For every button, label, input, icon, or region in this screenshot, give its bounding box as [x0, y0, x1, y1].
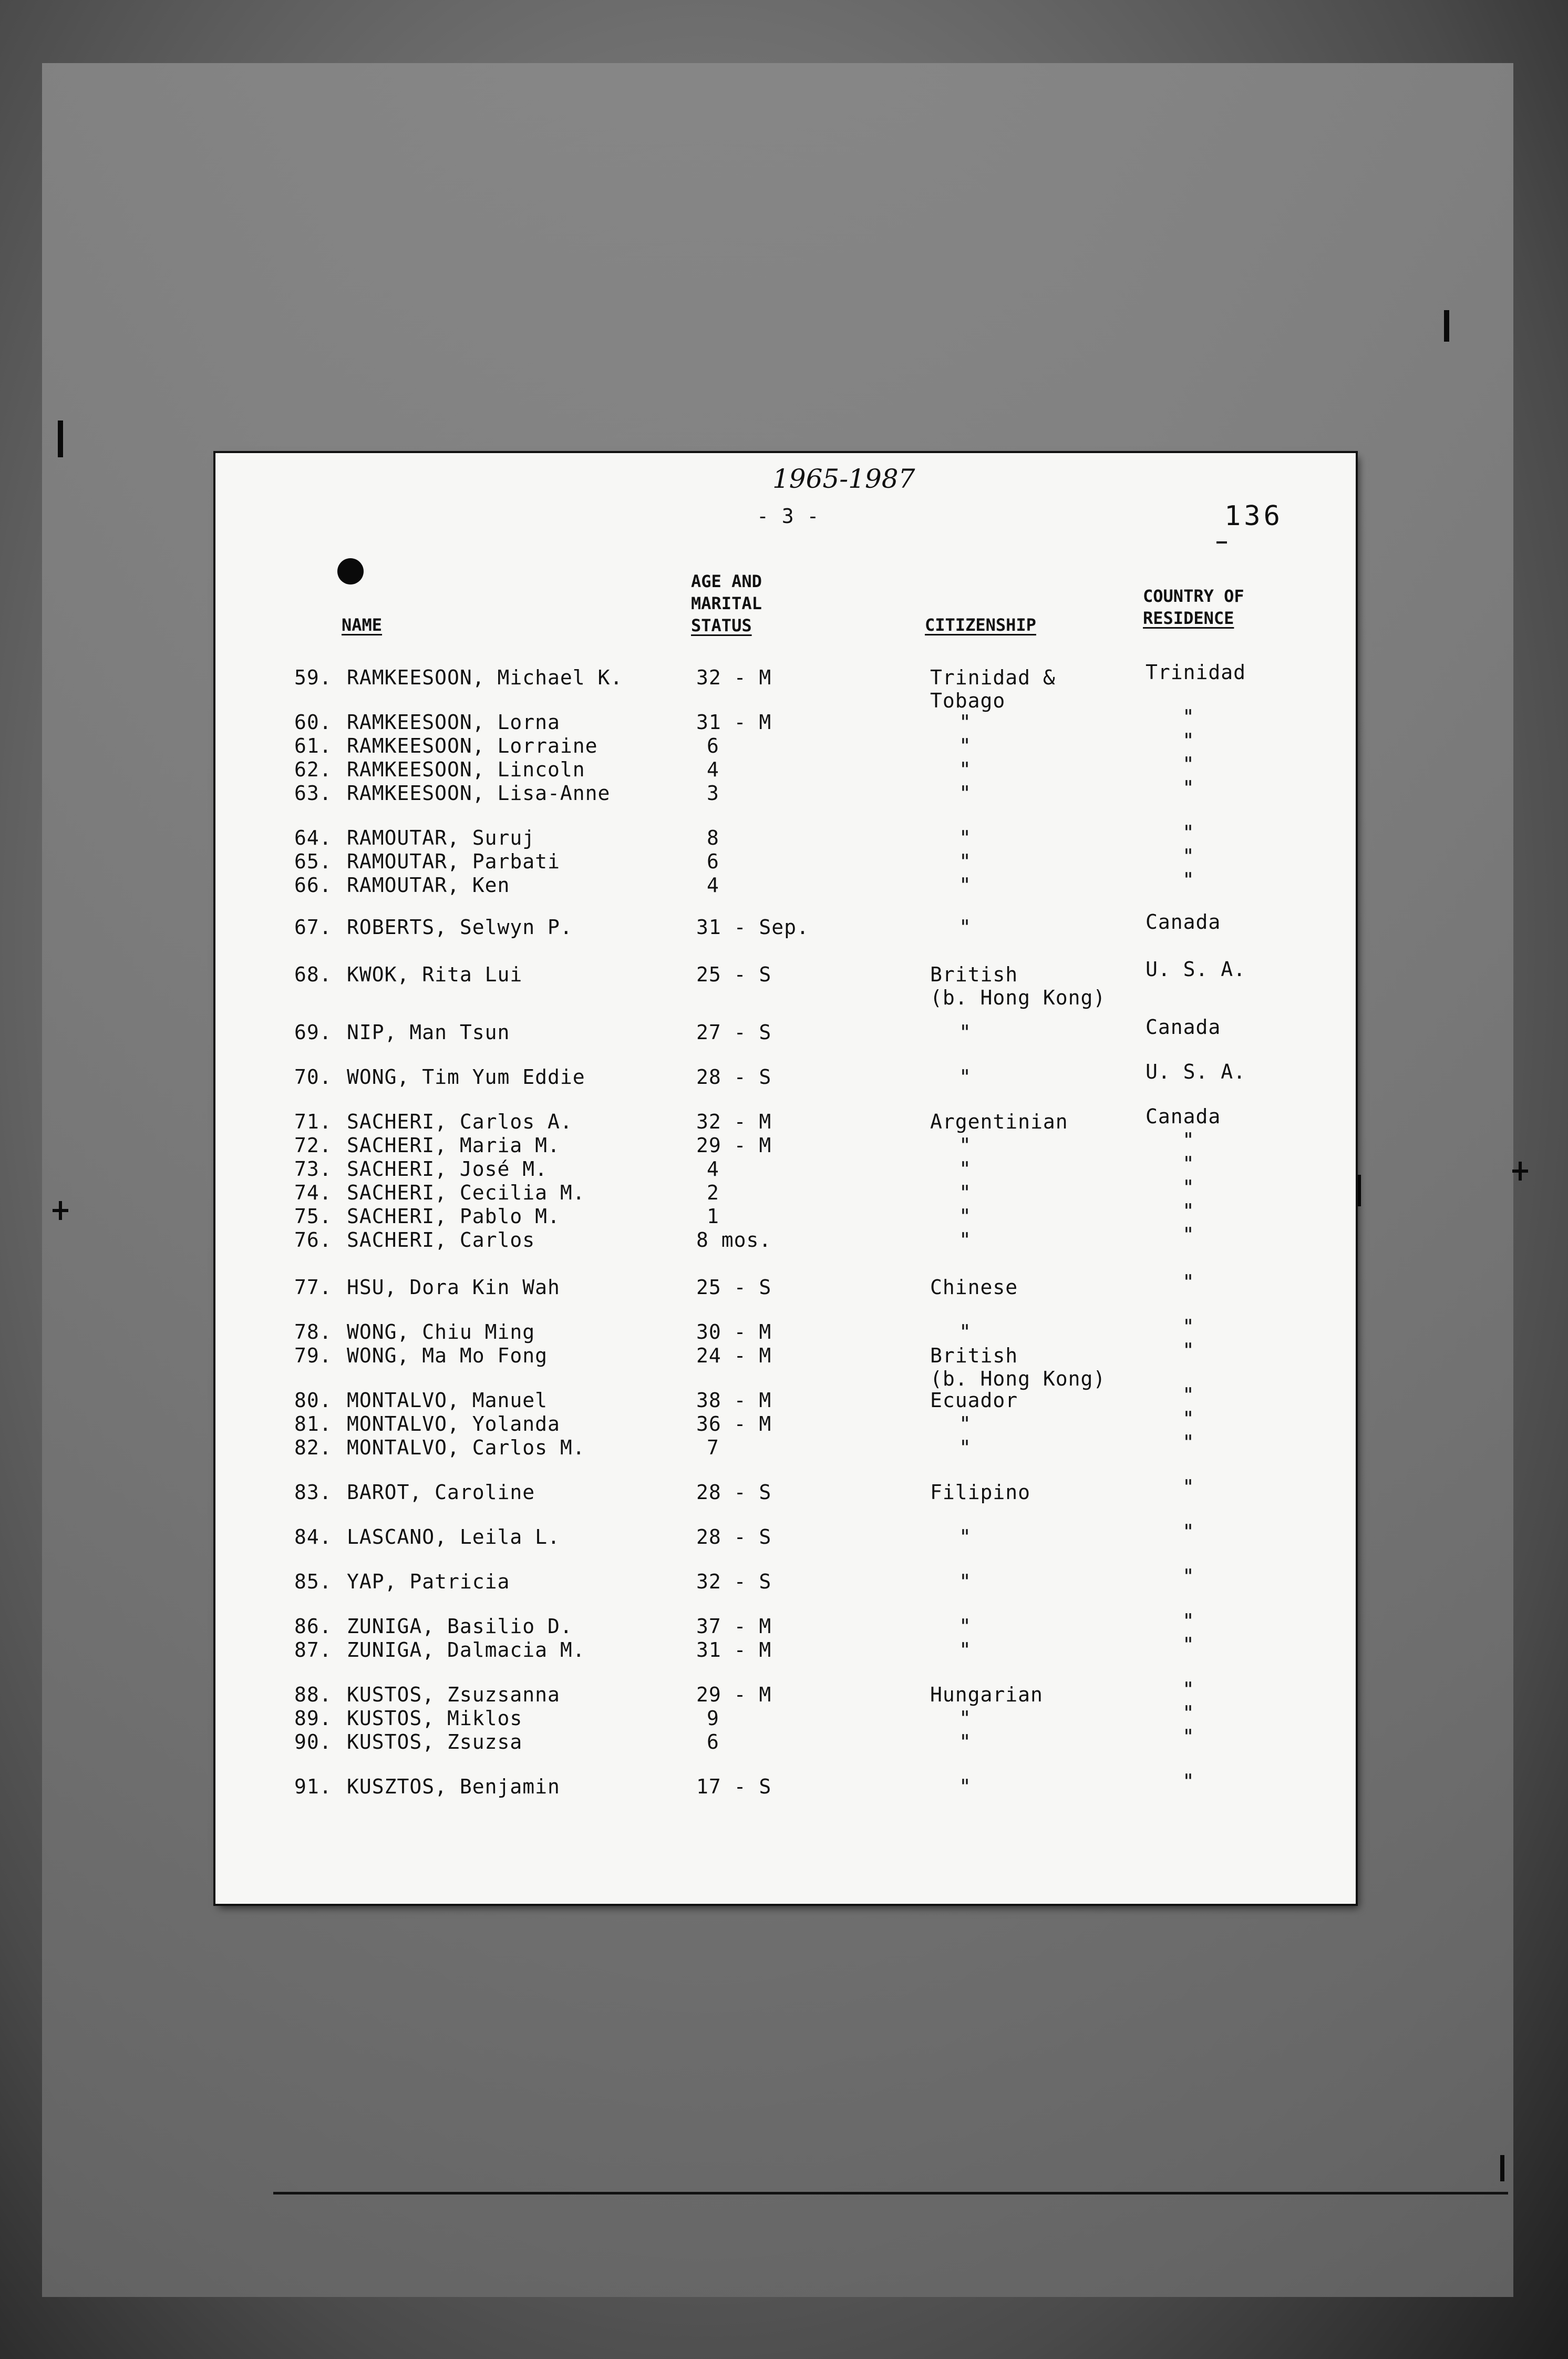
entry-age-status: 4 [707, 1157, 719, 1181]
entry-age-status: 30 - M [696, 1320, 772, 1343]
entry-residence: " [1182, 1315, 1195, 1338]
entry-citizenship: " [959, 1615, 972, 1638]
entry-number: 73. [294, 1157, 332, 1181]
entry-name: KUSZTOS, Benjamin [347, 1775, 560, 1798]
entry-residence: " [1182, 1407, 1195, 1430]
entry-residence: U. S. A. [1146, 958, 1246, 981]
entry-residence: " [1182, 845, 1195, 868]
entry-number: 74. [294, 1181, 332, 1204]
entry-citizenship: " [959, 1205, 972, 1228]
entry-age-status: 36 - M [696, 1412, 772, 1435]
entry-residence: " [1182, 1270, 1195, 1294]
entry-name: KWOK, Rita Lui [347, 963, 523, 986]
entry-citizenship: " [959, 734, 972, 757]
entry-number: 69. [294, 1021, 332, 1044]
entry-number: 88. [294, 1683, 332, 1706]
entry-residence: " [1182, 1633, 1195, 1656]
entry-name: LASCANO, Leila L. [347, 1525, 560, 1548]
entry-number: 91. [294, 1775, 332, 1798]
entry-citizenship: " [959, 826, 972, 849]
entry-age-status: 32 - S [696, 1570, 772, 1593]
entry-name: MONTALVO, Carlos M. [347, 1436, 585, 1459]
entry-number: 60. [294, 711, 332, 734]
entry-citizenship: (b. Hong Kong) [930, 986, 1106, 1009]
entry-number: 81. [294, 1412, 332, 1435]
entry-name: ZUNIGA, Dalmacia M. [347, 1638, 585, 1661]
page-label: - 3 - [757, 505, 820, 528]
entry-name: RAMKEESOON, Lorna [347, 711, 560, 734]
entry-age-status: 4 [707, 758, 719, 781]
entry-citizenship: " [959, 758, 972, 781]
entry-citizenship: " [959, 782, 972, 805]
entry-age-status: 27 - S [696, 1021, 772, 1044]
entry-residence: " [1182, 1770, 1195, 1793]
entry-citizenship: " [959, 1181, 972, 1204]
entry-citizenship: " [959, 1412, 972, 1435]
entry-residence: U. S. A. [1146, 1060, 1246, 1083]
scan-mark-bottom-right [1500, 2155, 1504, 2181]
entry-age-status: 6 [707, 1730, 719, 1753]
entry-age-status: 29 - M [696, 1683, 772, 1706]
entry-citizenship: " [959, 850, 972, 873]
entry-name: SACHERI, Cecilia M. [347, 1181, 585, 1204]
entry-residence: Trinidad [1146, 661, 1246, 684]
entry-name: RAMOUTAR, Suruj [347, 826, 535, 849]
entry-number: 85. [294, 1570, 332, 1593]
entry-number: 70. [294, 1065, 332, 1089]
entry-name: BAROT, Caroline [347, 1481, 535, 1504]
entry-age-status: 32 - M [696, 666, 772, 689]
entry-citizenship: " [959, 1730, 972, 1753]
entry-name: HSU, Dora Kin Wah [347, 1276, 560, 1299]
entry-name: SACHERI, José M. [347, 1157, 548, 1181]
entry-name: MONTALVO, Yolanda [347, 1412, 560, 1435]
entry-citizenship: Trinidad & [930, 666, 1056, 689]
scan-mark-left [58, 420, 63, 457]
entry-name: WONG, Tim Yum Eddie [347, 1065, 585, 1089]
entry-age-status: 4 [707, 874, 719, 897]
entry-citizenship: " [959, 1157, 972, 1181]
entry-name: RAMKEESOON, Lincoln [347, 758, 585, 781]
entry-name: MONTALVO, Manuel [347, 1389, 548, 1412]
header-name: NAME [342, 615, 383, 635]
entry-residence: " [1182, 1129, 1195, 1152]
entry-name: SACHERI, Pablo M. [347, 1205, 560, 1228]
entry-citizenship: British [930, 963, 1018, 986]
entry-residence: " [1182, 821, 1195, 844]
entry-name: RAMKEESOON, Michael K. [347, 666, 623, 689]
entry-residence: " [1182, 868, 1195, 891]
entry-number: 90. [294, 1730, 332, 1753]
entry-age-status: 25 - S [696, 963, 772, 986]
scan-mark-right-top [1444, 310, 1449, 342]
entry-citizenship: " [959, 1021, 972, 1044]
entry-residence: " [1182, 1609, 1195, 1633]
entry-name: YAP, Patricia [347, 1570, 510, 1593]
punch-hole [337, 558, 364, 584]
entry-citizenship: " [959, 1065, 972, 1089]
entry-number: 63. [294, 782, 332, 805]
document-page [215, 453, 1356, 1904]
entry-age-status: 6 [707, 850, 719, 873]
entry-age-status: 9 [707, 1707, 719, 1730]
entry-age-status: 24 - M [696, 1344, 772, 1367]
entry-number: 80. [294, 1389, 332, 1412]
entry-citizenship: " [959, 1638, 972, 1661]
scan-mark-right-edge [1358, 1175, 1361, 1206]
entry-citizenship: " [959, 1707, 972, 1730]
entry-name: RAMKEESOON, Lorraine [347, 734, 598, 757]
entry-residence: " [1182, 1339, 1195, 1362]
entry-age-status: 28 - S [696, 1525, 772, 1548]
entry-age-status: 29 - M [696, 1134, 772, 1157]
entry-age-status: 3 [707, 782, 719, 805]
entry-number: 59. [294, 666, 332, 689]
entry-residence: Canada [1146, 1105, 1221, 1128]
entry-number: 71. [294, 1110, 332, 1133]
entry-number: 77. [294, 1276, 332, 1299]
entry-number: 86. [294, 1615, 332, 1638]
header-residence-2: RESIDENCE [1143, 608, 1234, 628]
entry-residence: " [1182, 1520, 1195, 1543]
entry-number: 67. [294, 916, 332, 939]
entry-citizenship: " [959, 1570, 972, 1593]
entry-residence: Canada [1146, 910, 1221, 934]
entry-age-status: 1 [707, 1205, 719, 1228]
header-age-1: AGE AND [691, 571, 762, 591]
entry-name: NIP, Man Tsun [347, 1021, 510, 1044]
entry-name: SACHERI, Carlos A. [347, 1110, 573, 1133]
entry-number: 89. [294, 1707, 332, 1730]
entry-residence: " [1182, 1223, 1195, 1246]
entry-citizenship: Hungarian [930, 1683, 1043, 1706]
entry-name: KUSTOS, Zsuzsanna [347, 1683, 560, 1706]
entry-name: RAMOUTAR, Parbati [347, 850, 560, 873]
entry-number: 83. [294, 1481, 332, 1504]
entry-citizenship: Argentinian [930, 1110, 1068, 1133]
entry-age-status: 37 - M [696, 1615, 772, 1638]
entry-number: 66. [294, 874, 332, 897]
entry-age-status: 2 [707, 1181, 719, 1204]
entry-age-status: 32 - M [696, 1110, 772, 1133]
entry-residence: " [1182, 1565, 1195, 1588]
entry-residence: " [1182, 776, 1195, 799]
entry-residence: " [1182, 1701, 1195, 1725]
entry-residence: " [1182, 1431, 1195, 1454]
entry-residence: " [1182, 1383, 1195, 1407]
entry-citizenship: " [959, 1775, 972, 1798]
entry-number: 82. [294, 1436, 332, 1459]
entry-number: 87. [294, 1638, 332, 1661]
entry-residence: " [1182, 1678, 1195, 1701]
entry-age-status: 28 - S [696, 1481, 772, 1504]
entry-age-status: 31 - M [696, 1638, 772, 1661]
entry-number: 61. [294, 734, 332, 757]
entry-age-status: 31 - M [696, 711, 772, 734]
entry-citizenship: " [959, 1134, 972, 1157]
entry-age-status: 17 - S [696, 1775, 772, 1798]
handwritten-year: 1965-1987 [772, 464, 915, 494]
entry-citizenship: " [959, 1228, 972, 1252]
entry-name: KUSTOS, Miklos [347, 1707, 523, 1730]
entry-number: 68. [294, 963, 332, 986]
entry-residence: " [1182, 1176, 1195, 1199]
entry-citizenship: Filipino [930, 1481, 1031, 1504]
entry-name: WONG, Ma Mo Fong [347, 1344, 548, 1367]
entry-residence: " [1182, 1725, 1195, 1748]
entry-name: ROBERTS, Selwyn P. [347, 916, 573, 939]
header-age-3: STATUS [691, 616, 752, 635]
entry-name: RAMKEESOON, Lisa-Anne [347, 782, 611, 805]
entry-citizenship: British [930, 1344, 1018, 1367]
entry-name: WONG, Chiu Ming [347, 1320, 535, 1343]
entry-number: 65. [294, 850, 332, 873]
entry-citizenship: Tobago [930, 689, 1006, 712]
entry-residence: " [1182, 1199, 1195, 1223]
entry-age-status: 7 [707, 1436, 719, 1459]
entry-age-status: 6 [707, 734, 719, 757]
entry-number: 75. [294, 1205, 332, 1228]
entry-age-status: 38 - M [696, 1389, 772, 1412]
scan-cross-left-v [59, 1201, 62, 1220]
entry-number: 78. [294, 1320, 332, 1343]
entry-age-status: 8 mos. [696, 1228, 772, 1252]
stamp-dash [1216, 541, 1227, 543]
entry-name: SACHERI, Carlos [347, 1228, 535, 1252]
entry-age-status: 8 [707, 826, 719, 849]
entry-citizenship: " [959, 916, 972, 939]
entry-number: 76. [294, 1228, 332, 1252]
entry-number: 62. [294, 758, 332, 781]
entry-number: 72. [294, 1134, 332, 1157]
entry-name: KUSTOS, Zsuzsa [347, 1730, 523, 1753]
entry-citizenship: " [959, 711, 972, 734]
entry-number: 79. [294, 1344, 332, 1367]
entry-age-status: 31 - Sep. [696, 916, 809, 939]
entry-residence: " [1182, 1152, 1195, 1175]
entry-citizenship: Chinese [930, 1276, 1018, 1299]
entry-residence: " [1182, 1475, 1195, 1499]
entry-name: ZUNIGA, Basilio D. [347, 1615, 573, 1638]
entry-name: SACHERI, Maria M. [347, 1134, 560, 1157]
entry-citizenship: (b. Hong Kong) [930, 1367, 1106, 1390]
entry-age-status: 28 - S [696, 1065, 772, 1089]
entry-citizenship: " [959, 1436, 972, 1459]
entry-number: 84. [294, 1525, 332, 1548]
header-age-2: MARITAL [691, 593, 762, 613]
entry-age-status: 25 - S [696, 1276, 772, 1299]
entry-number: 64. [294, 826, 332, 849]
entry-residence: " [1182, 729, 1195, 752]
entry-residence: " [1182, 705, 1195, 729]
entry-residence: Canada [1146, 1016, 1221, 1039]
scan-bottom-line [273, 2192, 1508, 2194]
entry-citizenship: " [959, 1525, 972, 1548]
stamp-number: 136 [1224, 500, 1283, 532]
entry-citizenship: Ecuador [930, 1389, 1018, 1412]
entry-residence: " [1182, 753, 1195, 776]
header-residence-1: COUNTRY OF [1143, 586, 1244, 606]
scan-cross-right-v [1519, 1162, 1522, 1181]
header-citizenship: CITIZENSHIP [925, 615, 1036, 635]
entry-name: RAMOUTAR, Ken [347, 874, 510, 897]
entry-citizenship: " [959, 1320, 972, 1343]
entry-citizenship: " [959, 874, 972, 897]
